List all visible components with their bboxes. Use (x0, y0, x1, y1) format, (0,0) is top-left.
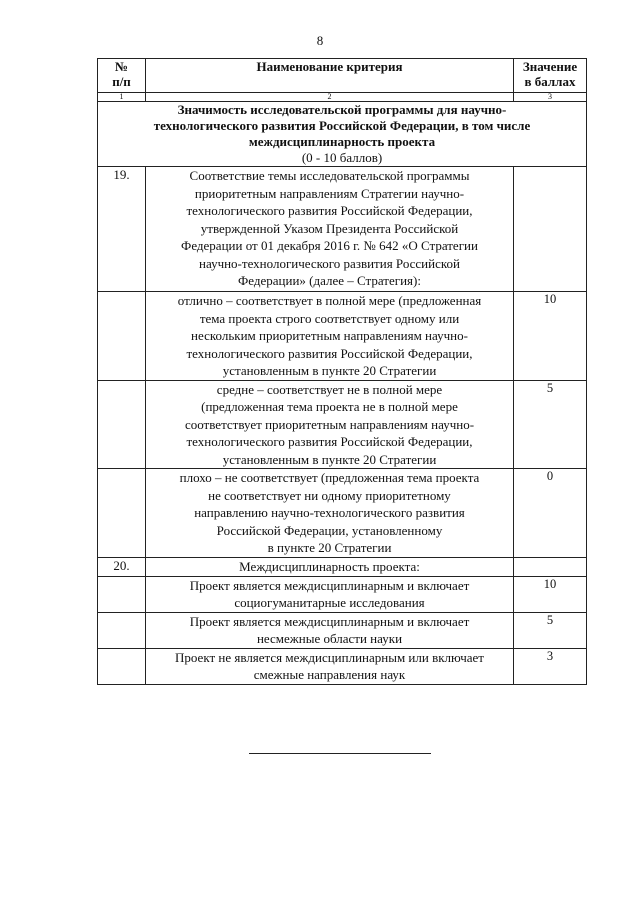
text-line: несмежные области науки (256, 631, 403, 646)
criterion-20-option (98, 576, 587, 612)
option-value: 5 (514, 380, 587, 469)
text-line: нескольким приоритетным направлениям научно- (191, 328, 468, 343)
page-number: 8 (316, 33, 324, 48)
option-value: 0 (514, 469, 587, 558)
section-title (98, 102, 587, 167)
option-text (146, 648, 514, 684)
text-line: тема проекта строго соответствует одному или (199, 310, 460, 326)
text-line: соответствует приоритетным направлениям научно- (184, 416, 475, 432)
criterion-19-row (98, 167, 587, 292)
section-row (98, 102, 587, 167)
option-text (146, 576, 514, 612)
text-line: утвержденной Указом Президента Российской (200, 220, 459, 236)
option-text (146, 292, 514, 381)
criterion-19-value (514, 167, 587, 292)
criterion-19-num: 19. (98, 167, 146, 292)
criterion-20-option (98, 648, 587, 684)
criterion-19-option-average (98, 380, 587, 469)
criterion-20-num: 20. (98, 558, 146, 577)
text-line: Федерации от 01 декабря 2016 г. № 642 «О Стратегии (181, 238, 478, 253)
column-index-row (98, 93, 587, 102)
text-line: отлично – соответствует в полной мере (предложенная (177, 293, 482, 308)
text-line: Проект не является междисциплинарным или включает (175, 649, 484, 665)
text-line: социогуманитарные исследования (234, 595, 425, 610)
text-line: технологического развития Российской Федерации, (186, 434, 473, 449)
text-line: Проект является междисциплинарным и включает (189, 613, 470, 629)
criterion-20-row (98, 558, 587, 577)
text-line: смежные направления наук (253, 667, 406, 682)
text-line: Соответствие темы исследовательской программы (189, 168, 470, 183)
column-index: 2 (146, 93, 514, 102)
option-value: 10 (514, 576, 587, 612)
text-line: плохо – не соответствует (предложенная тема проекта (179, 470, 480, 485)
criteria-table (97, 58, 587, 685)
footer-divider (249, 753, 431, 754)
text-line: Проект является междисциплинарным и включает (189, 577, 470, 593)
text-line: технологического развития Российской Федерации, (186, 203, 473, 218)
header-value: Значение в баллах (514, 59, 587, 93)
section-range: (0 - 10 баллов) (301, 150, 383, 165)
text-line: установленным в пункте 20 Стратегии (222, 451, 437, 467)
criterion-19-option-excellent (98, 292, 587, 381)
option-text (146, 469, 514, 558)
section-title-line: междисциплинарность проекта (248, 134, 436, 149)
criterion-19-option-poor (98, 469, 587, 558)
section-title-line: Значимость исследовательской программы для научно- (177, 102, 507, 117)
text-line: средне – соответствует не в полной мере (216, 381, 443, 397)
empty-num-cell (98, 380, 146, 469)
option-value: 10 (514, 292, 587, 381)
header-num: № п/п (98, 59, 146, 93)
text-line: в пункте 20 Стратегии (267, 540, 392, 555)
text-line: приоритетным направлениям Стратегии научно- (194, 185, 465, 201)
criterion-20-value (514, 558, 587, 577)
header-name: Наименование критерия (146, 59, 514, 93)
text-line: Федерации» (далее – Стратегия): (238, 273, 421, 288)
empty-num-cell (98, 292, 146, 381)
criterion-19-text (146, 167, 514, 292)
column-index: 1 (98, 93, 146, 102)
option-text (146, 380, 514, 469)
empty-num-cell (98, 576, 146, 612)
text-line: (предложенная тема проекта не в полной мере (201, 399, 458, 414)
table-header-row (98, 59, 587, 93)
text-line: научно-технологического развития Российской (199, 255, 460, 271)
option-value: 5 (514, 612, 587, 648)
text-line: направлению научно-технологического развития (194, 505, 465, 520)
text-line: установленным в пункте 20 Стратегии (222, 363, 437, 378)
empty-num-cell (98, 648, 146, 684)
text-line: Российской Федерации, установленному (216, 522, 443, 538)
option-text (146, 612, 514, 648)
criterion-20-title: Междисциплинарность проекта: (146, 558, 514, 577)
section-title-line: технологического развития Российской Федерации, в том числе (153, 118, 531, 133)
criterion-20-option (98, 612, 587, 648)
empty-num-cell (98, 612, 146, 648)
text-line: технологического развития Российской Федерации, (186, 345, 473, 361)
empty-num-cell (98, 469, 146, 558)
column-index: 3 (514, 93, 587, 102)
text-line: не соответствует ни одному приоритетному (208, 487, 451, 503)
option-value: 3 (514, 648, 587, 684)
